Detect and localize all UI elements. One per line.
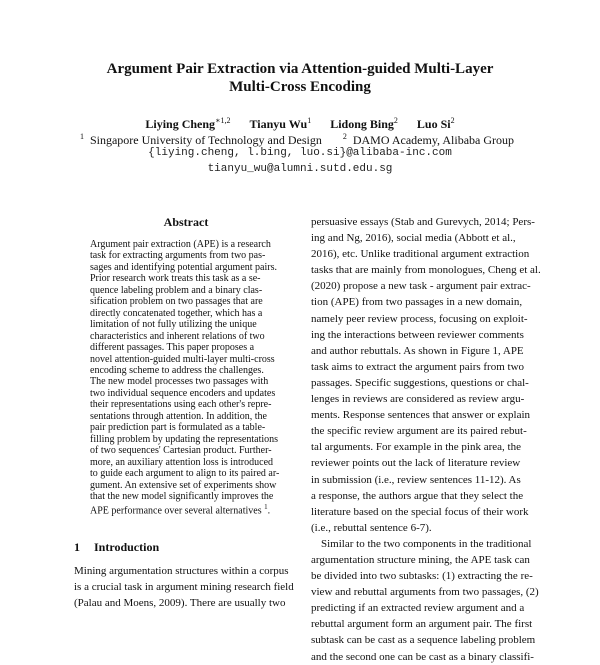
text-line: tal arguments. For example in the pink area, the <box>311 441 521 454</box>
text-line: tasks that are mainly from monologues, Cheng et al. <box>311 264 541 277</box>
text-line: sages and identifying potential argument pairs. <box>90 261 277 273</box>
text-line: filling problem by updating the representations <box>90 433 279 445</box>
author-affil-mark: 2 <box>450 116 455 125</box>
text-line: characteristics and inherent relations of two <box>90 330 265 342</box>
author-name: Luo Si <box>416 117 451 131</box>
text-line: sification problem on two passages that are <box>90 296 263 308</box>
text-line: view and rebuttal arguments from two passages, (2) <box>311 586 539 599</box>
text-line <box>90 502 282 517</box>
text-line: to guide each argument to align to its paired ar- <box>90 468 280 480</box>
text-line: The new model processes two passages with <box>90 376 269 388</box>
text-line: Argument pair extraction (APE) is a research <box>90 239 271 250</box>
text-line: Similar to the two components in the traditional <box>321 537 532 550</box>
text-line: Mining argumentation structures within a corpus <box>74 565 289 577</box>
section-title: Introduction <box>94 540 160 554</box>
text-line: reviewer points out the lack of literature review <box>311 457 521 470</box>
text-line: in submission (i.e., review sentences 11-12). As <box>311 473 521 486</box>
affil-name: Singapore University of Technology and Design <box>89 133 322 147</box>
text-line: quence labeling problem and a binary clas- <box>90 284 263 296</box>
text-line: tion (APE) from two passages in a new domain, <box>311 296 523 309</box>
text-line: two individual sequence encoders and updates <box>90 387 276 399</box>
text-line: of two sequences' Cartesian product. Further- <box>90 445 272 457</box>
text-line: novel attention-guided multi-layer multi-cross <box>90 353 275 365</box>
text-segment: APE performance over several alternatives <box>90 505 262 517</box>
text-segment: . <box>267 505 271 517</box>
author-affil-mark: 1 <box>307 116 312 125</box>
paragraph <box>311 536 539 665</box>
text-line: namely peer review process, focusing on exploit- <box>311 312 528 325</box>
text-line: limitation of not fully utilizing the unique <box>90 319 257 331</box>
affil-mark: 2 <box>342 132 347 141</box>
text-line: that the new model significantly improves the <box>90 490 274 502</box>
email-line-2[interactable]: tianyu_wu@alumni.sutd.edu.sg <box>207 163 393 175</box>
text-line: a response, the authors argue that they select the <box>311 489 524 502</box>
author-name: Tianyu Wu <box>249 117 308 131</box>
text-line: and author rebuttals. As shown in Figure 1, APE <box>311 344 524 357</box>
text-line: 2016), etc. Unlike traditional argument extraction <box>311 248 530 261</box>
text-line: ing the interactions between reviewer comments <box>311 328 524 341</box>
text-line: predicting if an extracted review argument and a <box>311 602 525 615</box>
text-line: pair prediction part is formulated as a table- <box>90 422 266 434</box>
text-line: different passages. This paper proposes a <box>90 342 255 354</box>
text-line: Prior research work treats this task as a se- <box>90 273 261 285</box>
footnote-mark[interactable]: 1 <box>264 503 268 512</box>
text-line: passages. Specific suggestions, questions or chal- <box>311 376 529 389</box>
author-affil-mark: ∗1,2 <box>215 116 231 125</box>
text-line: and the second one can be cast as a binary classifi- <box>311 650 534 663</box>
text-line: subtask can be cast as a sequence labeling problem <box>311 634 536 647</box>
affil-mark: 1 <box>79 132 84 141</box>
author-name: Liying Cheng <box>145 117 216 131</box>
text-line: task aims to extract the argument pairs from two <box>311 360 525 373</box>
section-number: 1 <box>74 540 80 554</box>
text-line: task for extracting arguments from two pas- <box>90 250 266 262</box>
text-line: ing and Ng, 2016), social media (Abbott et al., <box>311 232 516 245</box>
text-line: encoding scheme to address the challenges. <box>90 364 264 376</box>
text-line: be divided into two subtasks: (1) extracting the re- <box>311 570 533 583</box>
text-line: the specific review argument are its paired rebut- <box>311 425 527 438</box>
text-line: their representations using each other's repre- <box>90 399 272 411</box>
introduction-body <box>74 563 298 612</box>
text-line: (Palau and Moens, 2009). There are usually two <box>74 597 286 610</box>
text-line: persuasive essays (Stab and Gurevych, 2014; Pers- <box>311 216 535 228</box>
abstract-heading: Abstract <box>163 215 209 229</box>
email-line-1[interactable]: {liying.cheng, l.bing, luo.si}@alibaba-inc.com <box>148 147 452 159</box>
text-line: literature based on the special focus of their work <box>311 505 529 518</box>
author-name: Lidong Bing <box>330 117 394 131</box>
text-line: argumentation structure mining, the APE task can <box>311 553 530 566</box>
right-column-text <box>311 214 539 665</box>
text-line: gument. An extensive set of experiments show <box>90 479 277 491</box>
text-line: lenges in reviews are considered as review argu- <box>311 393 525 406</box>
affil-name: DAMO Academy, Alibaba Group <box>352 133 515 147</box>
author-affil-mark: 2 <box>393 116 398 125</box>
abstract-body <box>90 239 282 517</box>
text-line: (i.e., rebuttal sentence 6-7). <box>311 521 432 534</box>
text-line: more, an auxiliary attention loss is introduced <box>90 456 274 468</box>
text-line: is a crucial task in argument mining research field <box>74 581 294 594</box>
paper-title <box>0 60 600 96</box>
section-heading-introduction <box>74 540 159 555</box>
text-line: rebuttal argument form an argument pair. The first <box>311 618 533 631</box>
text-line: ments. Response sentences that answer or explain <box>311 409 531 422</box>
title-line-2: Multi-Cross Encoding <box>229 79 371 95</box>
text-line: sentations through attention. In addition, the <box>90 410 267 422</box>
text-line: directly concatenated together, which has a <box>90 307 263 319</box>
title-line-1: Argument Pair Extraction via Attention-guided Multi-Layer <box>106 61 494 77</box>
emails <box>0 145 600 177</box>
text-line: (2020) propose a new task - argument pair extrac- <box>311 280 531 293</box>
